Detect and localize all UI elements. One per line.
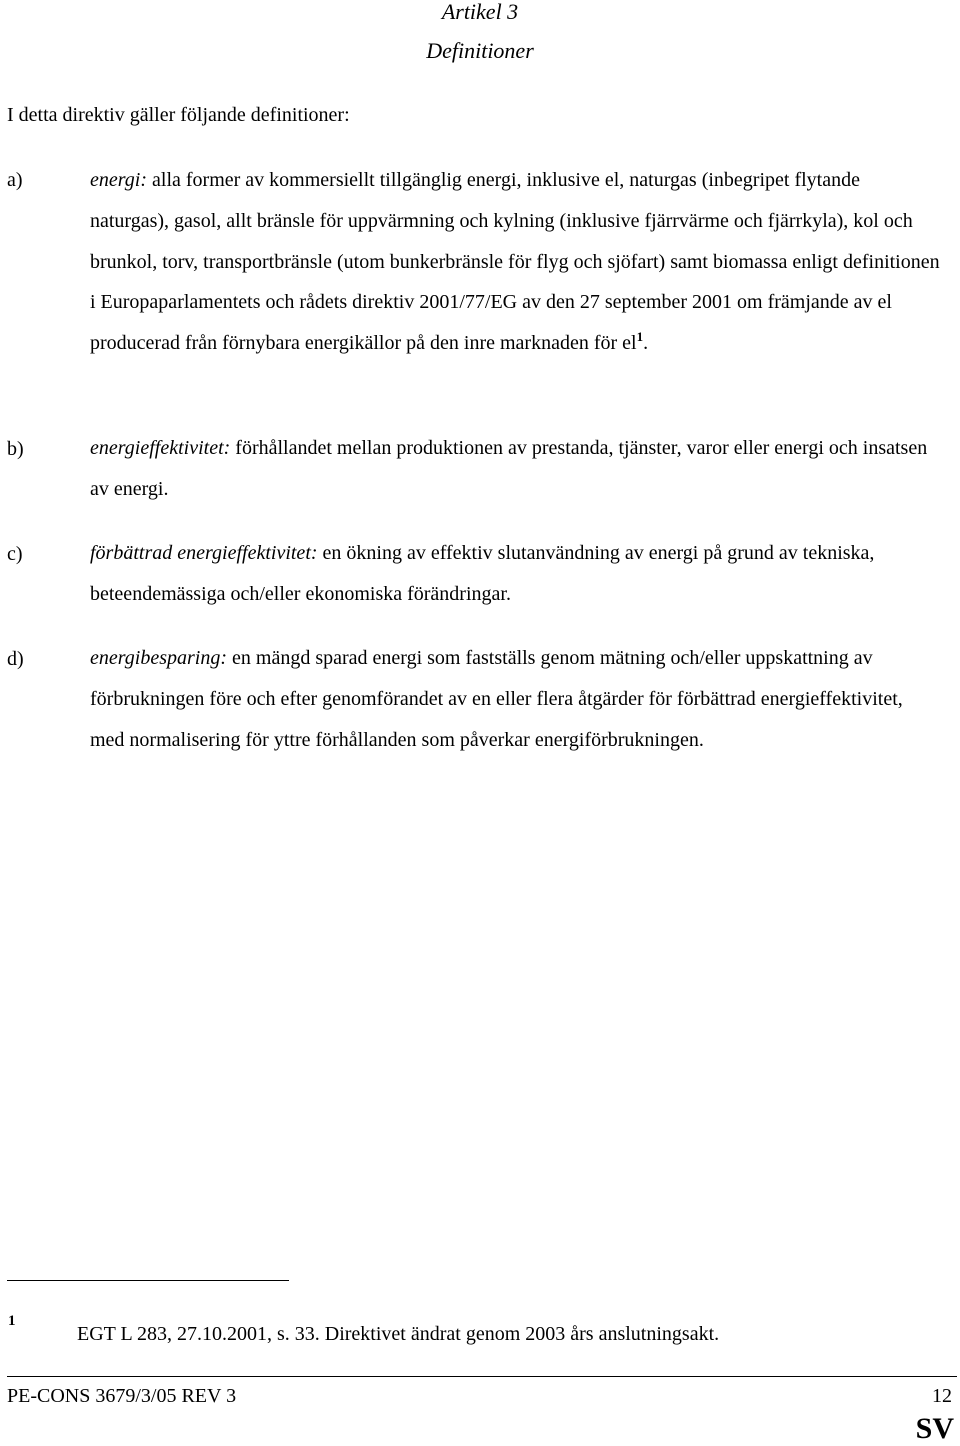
document-reference: PE-CONS 3679/3/05 REV 3 xyxy=(7,1385,237,1407)
article-title: Definitioner xyxy=(426,38,534,63)
item-label-d: d) xyxy=(7,648,24,670)
item-body-c: en ökning av effektiv slutanvändning av energi på grund av tekniska, beteendemässiga och/eller ekonomiska förändringar. xyxy=(90,542,875,605)
item-c xyxy=(90,533,940,615)
footnote-ref[interactable]: 1 xyxy=(636,329,644,345)
item-b xyxy=(90,428,940,510)
item-body-d: en mängd sparad energi som fastställs genom mätning och/eller uppskattning av förbrukningen före och efter genomförandet av en eller flera åtgärder för förbättrad energieffektivitet, med normalisering för yttre förhållanden som påverkar energiförbrukningen. xyxy=(90,647,903,751)
language-code: SV xyxy=(915,1412,954,1445)
item-label-b: b) xyxy=(7,438,24,460)
item-body-b: förhållandet mellan produktionen av prestanda, tjänster, varor eller energi och insatsen av energi. xyxy=(90,437,928,500)
item-a xyxy=(90,160,940,366)
item-tail-a: . xyxy=(643,332,649,355)
item-term-c: förbättrad energieffektivitet: xyxy=(90,542,318,564)
item-d xyxy=(90,638,940,760)
page-number: 12 xyxy=(932,1385,952,1407)
footnote-divider xyxy=(7,1280,289,1281)
item-label-a: a) xyxy=(7,169,23,191)
article-number: Artikel 3 xyxy=(441,0,519,24)
item-term-d: energibesparing: xyxy=(90,647,228,669)
item-term-b: energieffektivitet: xyxy=(90,437,231,459)
intro-text: I detta direktiv gäller följande definitioner: xyxy=(7,104,350,126)
item-label-c: c) xyxy=(7,543,23,565)
item-body-a: alla former av kommersiellt tillgänglig energi, inklusive el, naturgas (inbegripet flytande naturgas), gasol, allt bränsle för uppvärmning och kylning (inklusive fjärrvärme och fjärrkyla), kol och brunkol, torv, transportbränsle (utom bunkerbränsle för flyg och sjöfart) samt biomassa enligt definitionen i Europaparlamentets och rådets direktiv 2001/77/EG av den 27 september 2001 om främjande av el producerad från förnybara energikällor på den inre marknaden för el xyxy=(90,169,940,355)
item-term-a: energi: xyxy=(90,169,148,191)
footnote-number: 1 xyxy=(8,1313,16,1329)
footnote-text: EGT L 283, 27.10.2001, s. 33. Direktivet ändrat genom 2003 års anslutningsakt. xyxy=(77,1323,720,1345)
footer-divider xyxy=(7,1376,957,1377)
